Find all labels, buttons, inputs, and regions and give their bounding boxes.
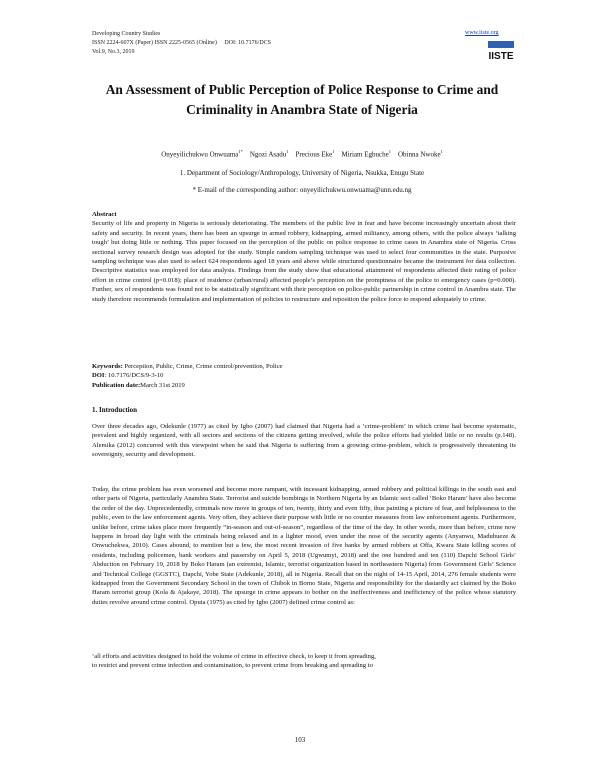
paragraph: Over three decades ago, Odekunle (1977) as cited by Igbo (2007) had claimed that Nigeria had a ‘crime-problem’ in which crime had become systematic, prevalent and highly organized, with all sectors and sections of the citizens getting involved, while the police efforts had yielded little or no results (p.148). Alemika (2012) concurred with this viewpoint when he said that Nigeria is suffering from a growing crime-problem, which is progressively threatening its sovereignty, security and development.	[92, 423, 516, 459]
doi-line	[92, 371, 516, 380]
iiste-logo	[486, 39, 516, 63]
author-name: Onyeyilichukwu Onwuama	[161, 150, 239, 159]
keywords-label: Keywords:	[92, 363, 123, 370]
pubdate-line	[92, 381, 516, 390]
pubdate-label: Publication date:	[92, 381, 141, 389]
abstract-heading: Abstract	[92, 211, 117, 218]
keywords-line	[92, 362, 516, 371]
journal-url-link[interactable]: www.iiste.org	[465, 30, 499, 36]
abstract-text: Security of life and property in Nigeria is seriously deteriorating. The members of the public live in fear and have become increasingly uncertain about their safety and security. In recent years, there has been an upsurge in armed robbery, kidnapping, armed militancy, among others, with the police always ‘talking tough’ but doing little or nothing. This paper focused on the perception of the public on police response to crime cases in Anambra state of Nigeria. Cross sectional survey research design was adopted for the study. Simple random sampling technique was used to select four communities in the state. Purposive sampling technique was also used to select 624 respondents aged 18 years and above while structured questionnaire became the instrument for data collection. Descriptive statistics was employed for data analysis. Findings from the study show that educational attainment of respondents affected their rating of police effort in crime control (p=0.018); place of residence (urban/rural) affected people’s perception on the promptness of the police to emergency cases (p=0.000). Further, sex of respondents was found not to be statistically significant with their perception on police-public partnership in crime control in Anambra state. The study therefore recommends formulation and implementation of policies to restructure and reposition the police force to respond adequately to crime.	[92, 220, 516, 303]
author-sup: 1	[388, 149, 391, 154]
author-sup: 1*	[238, 149, 243, 154]
issn-doi-line: ISSN 2224-607X (Paper) ISSN 2225-0565 (Online) DOI: 10.7176/DCS	[92, 40, 271, 46]
logo-band	[488, 41, 514, 48]
author-name: Miriam Egbuche	[341, 150, 389, 159]
paragraph: Today, the crime problem has even worsened and become more rampant, with incessant kidnapping, armed robbery and political killings in the south east and other parts of Nigeria, particularly Anambra State. Terrorist and suicide bombings in Northern Nigeria by an Islamic sect called ‘Boko Haram’ have also become the order of the day. Unprecedentedly, criminals now move in groups of ten, twenty, thirty and even fifty, thus painting a picture of fear, and helplessness to the public, even to the law enforcement agents. Very often, they achieve their purpose with little or no counter measures from law enforcement agents. Furthermore, unlike before, crime takes place more frequently “in-season and out-of-season”, regardless of the time of the day. In other words, more than before, crime now happens in broad day light with the criminals being relaxed and in a lighter mood, even under the nose of the security agents (Anyanwu, Madubueze & Onwuchekwa, 2010). Cases abound, to mention but a few, the most recent invasion of five banks by armed robbers at Offa, Kwara State killing scores of residents, including policemen, bank workers and passersby on April 5, 2018 (Ugwumyi, 2018) and the one hundred and ten (110) Dapchi School Girls’ Abduction on February 19, 2018 by Boko Haram (an extremist, Islamic, terrorist organization based in northeastern Nigeria) from Government Girls’ Science and Technical College (GGSTC), Dapchi, Yobe State (Adekunle, 2018), all in Nigeria. Recall that on the night of 14-15 April, 2014, 276 female students were kidnapped from the Government Secondary School in the town of Chibok in Borno State, Nigeria and responsibility for the dastardly act claimed by the Boko Haram terrorist group (Kola & Ajakaye, 2018). The upsurge in crime appears to bother on the ineffectiveness and inefficiency of the police whose statutory duties revolve around crime control. Oputa (1975) as cited by Igbo (2007) defined crime control as:	[92, 486, 516, 606]
author-sup: 1	[440, 149, 443, 154]
introduction-heading: 1. Introduction	[92, 406, 137, 414]
journal-name: Developing Country Studies	[92, 31, 161, 37]
corresponding-email: * E-mail of the corresponding author: onyeyilichukwu.onwuama@unn.edu.ng	[192, 186, 412, 194]
block-quote	[92, 652, 516, 671]
affiliation: 1. Department of Sociology/Anthropology, University of Nigeria, Nsukka, Enugu State	[179, 169, 425, 177]
running-header	[92, 30, 271, 57]
quote-line: ‘all efforts and activities designed to hold the volume of crime in effective check, to keep it from spreading,	[92, 653, 376, 660]
author-sup: 1	[332, 149, 335, 154]
metadata-block	[92, 362, 516, 390]
keywords-value: Perception, Public, Crime, Crime control/prevention, Police	[122, 363, 283, 370]
doi-label: DOI	[92, 372, 105, 380]
paper-title: An Assessment of Public Perception of Police Response to Crime and Criminality in Anambra State of Nigeria	[105, 82, 499, 117]
author-name: Obinna Nwoke	[397, 150, 441, 159]
page-number: 103	[294, 736, 306, 744]
author-list	[92, 149, 512, 158]
doi-value: : 10.7176/DCS/9-3-10	[104, 372, 164, 380]
author-name: Ngozi Asadu	[249, 150, 287, 159]
author-sup: 1	[286, 149, 289, 154]
pubdate-value: March 31st 2019	[140, 381, 185, 389]
abstract-section	[92, 210, 516, 304]
quote-line: to restrict and prevent crime infection and contamination, to prevent crime from breaking and spreading to	[92, 662, 373, 670]
volume-line: Vol.9, No.3, 2019	[92, 49, 135, 55]
logo-text: IISTE	[488, 51, 514, 62]
author-name: Precious Eke	[295, 150, 333, 159]
